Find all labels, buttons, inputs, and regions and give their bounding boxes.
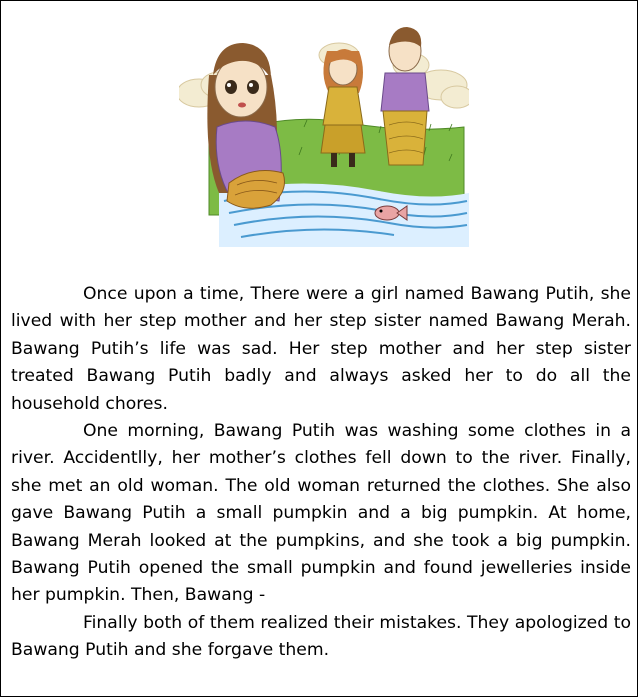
story-illustration xyxy=(179,15,469,247)
story-paragraph: Once upon a time, There were a girl named Bawang Putih, she lived with her step mother and her step sister named Bawang Merah. Bawang Putih’s life was sad. Her step mother and her step sister treated Bawang Putih badly and always asked her to do all the household chores. xyxy=(11,284,631,414)
story-paragraph: Finally both of them realized their mistakes. They apologized to Bawang Putih and she forgave them. xyxy=(11,612,631,661)
step-mother-figure xyxy=(381,27,429,165)
story-text xyxy=(11,281,631,665)
step-sister-figure xyxy=(321,49,365,167)
girl-washing-figure xyxy=(207,43,284,208)
story-paragraph: One morning, Bawang Putih was washing some clothes in a river. Accidentlly, her mother’s clothes fell down to the river. Finally, she met an old woman. The old woman returned the clothes. She also gave Bawang Putih a small pumpkin and a big pumpkin. At home, Bawang Merah looked at the pumpkins, and she took a big pumpkin. Bawang Putih opened the small pumpkin and found jewelleries inside her pumpkin. Then, Bawang - xyxy=(11,421,631,606)
